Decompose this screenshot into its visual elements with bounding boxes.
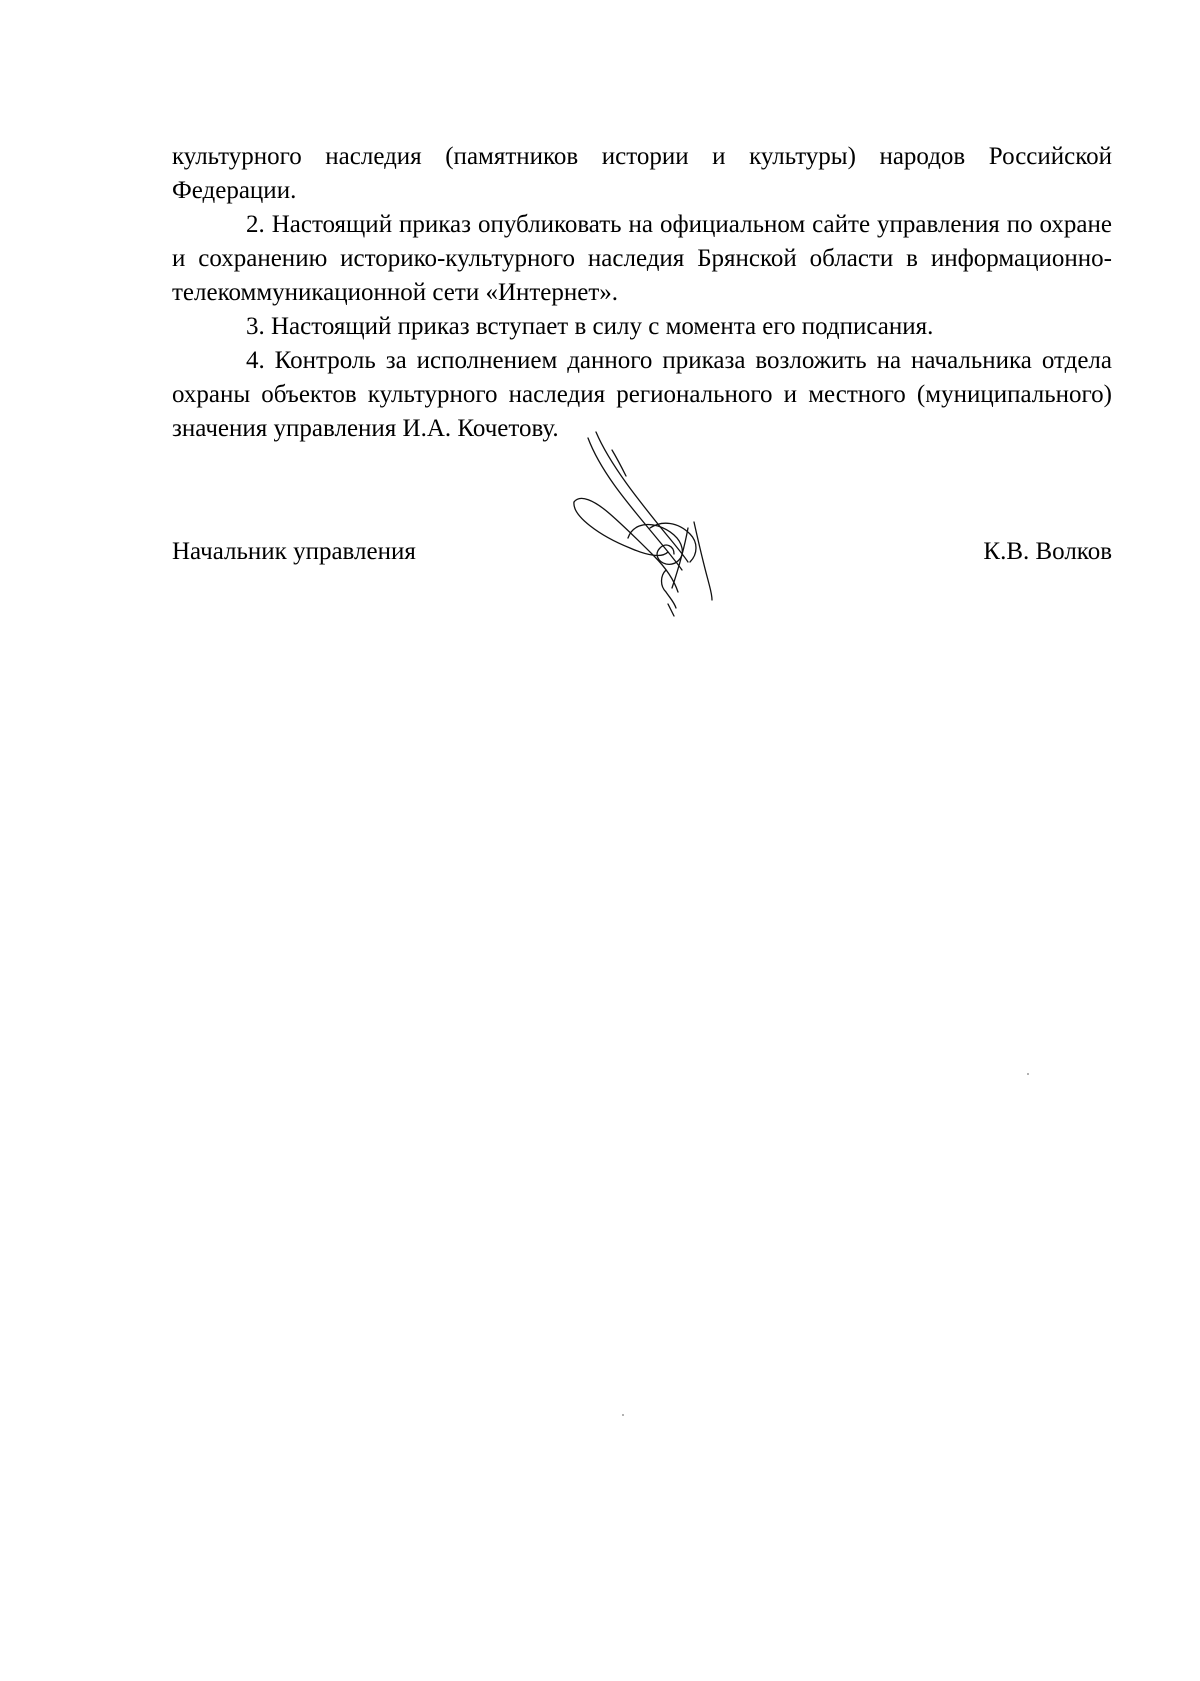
signer-name: К.В. Волков <box>983 538 1112 565</box>
paragraph-continuation: культурного наследия (памятников истории и культуры) народов Российской Федерации. <box>172 143 1112 204</box>
paragraph-item-3: 3. Настоящий приказ вступает в силу с момента его подписания. <box>246 313 934 340</box>
document-body <box>172 140 1112 446</box>
paragraph-item-2: 2. Настоящий приказ опубликовать на официальном сайте управления по охране и сохранению историко-культурного наследия Брянской области в информационно-телекоммуникационной сети «Интернет». <box>172 211 1112 306</box>
scan-speck <box>1027 1073 1029 1075</box>
signer-position: Начальник управления <box>172 538 416 565</box>
paragraph-item-4: 4. Контроль за исполнением данного приказа возложить на начальника отдела охраны объектов культурного наследия регионального и местного (муниципального) значения управления И.А. Кочетову. <box>172 347 1112 442</box>
handwritten-signature <box>570 430 760 640</box>
scan-speck <box>622 1414 624 1416</box>
